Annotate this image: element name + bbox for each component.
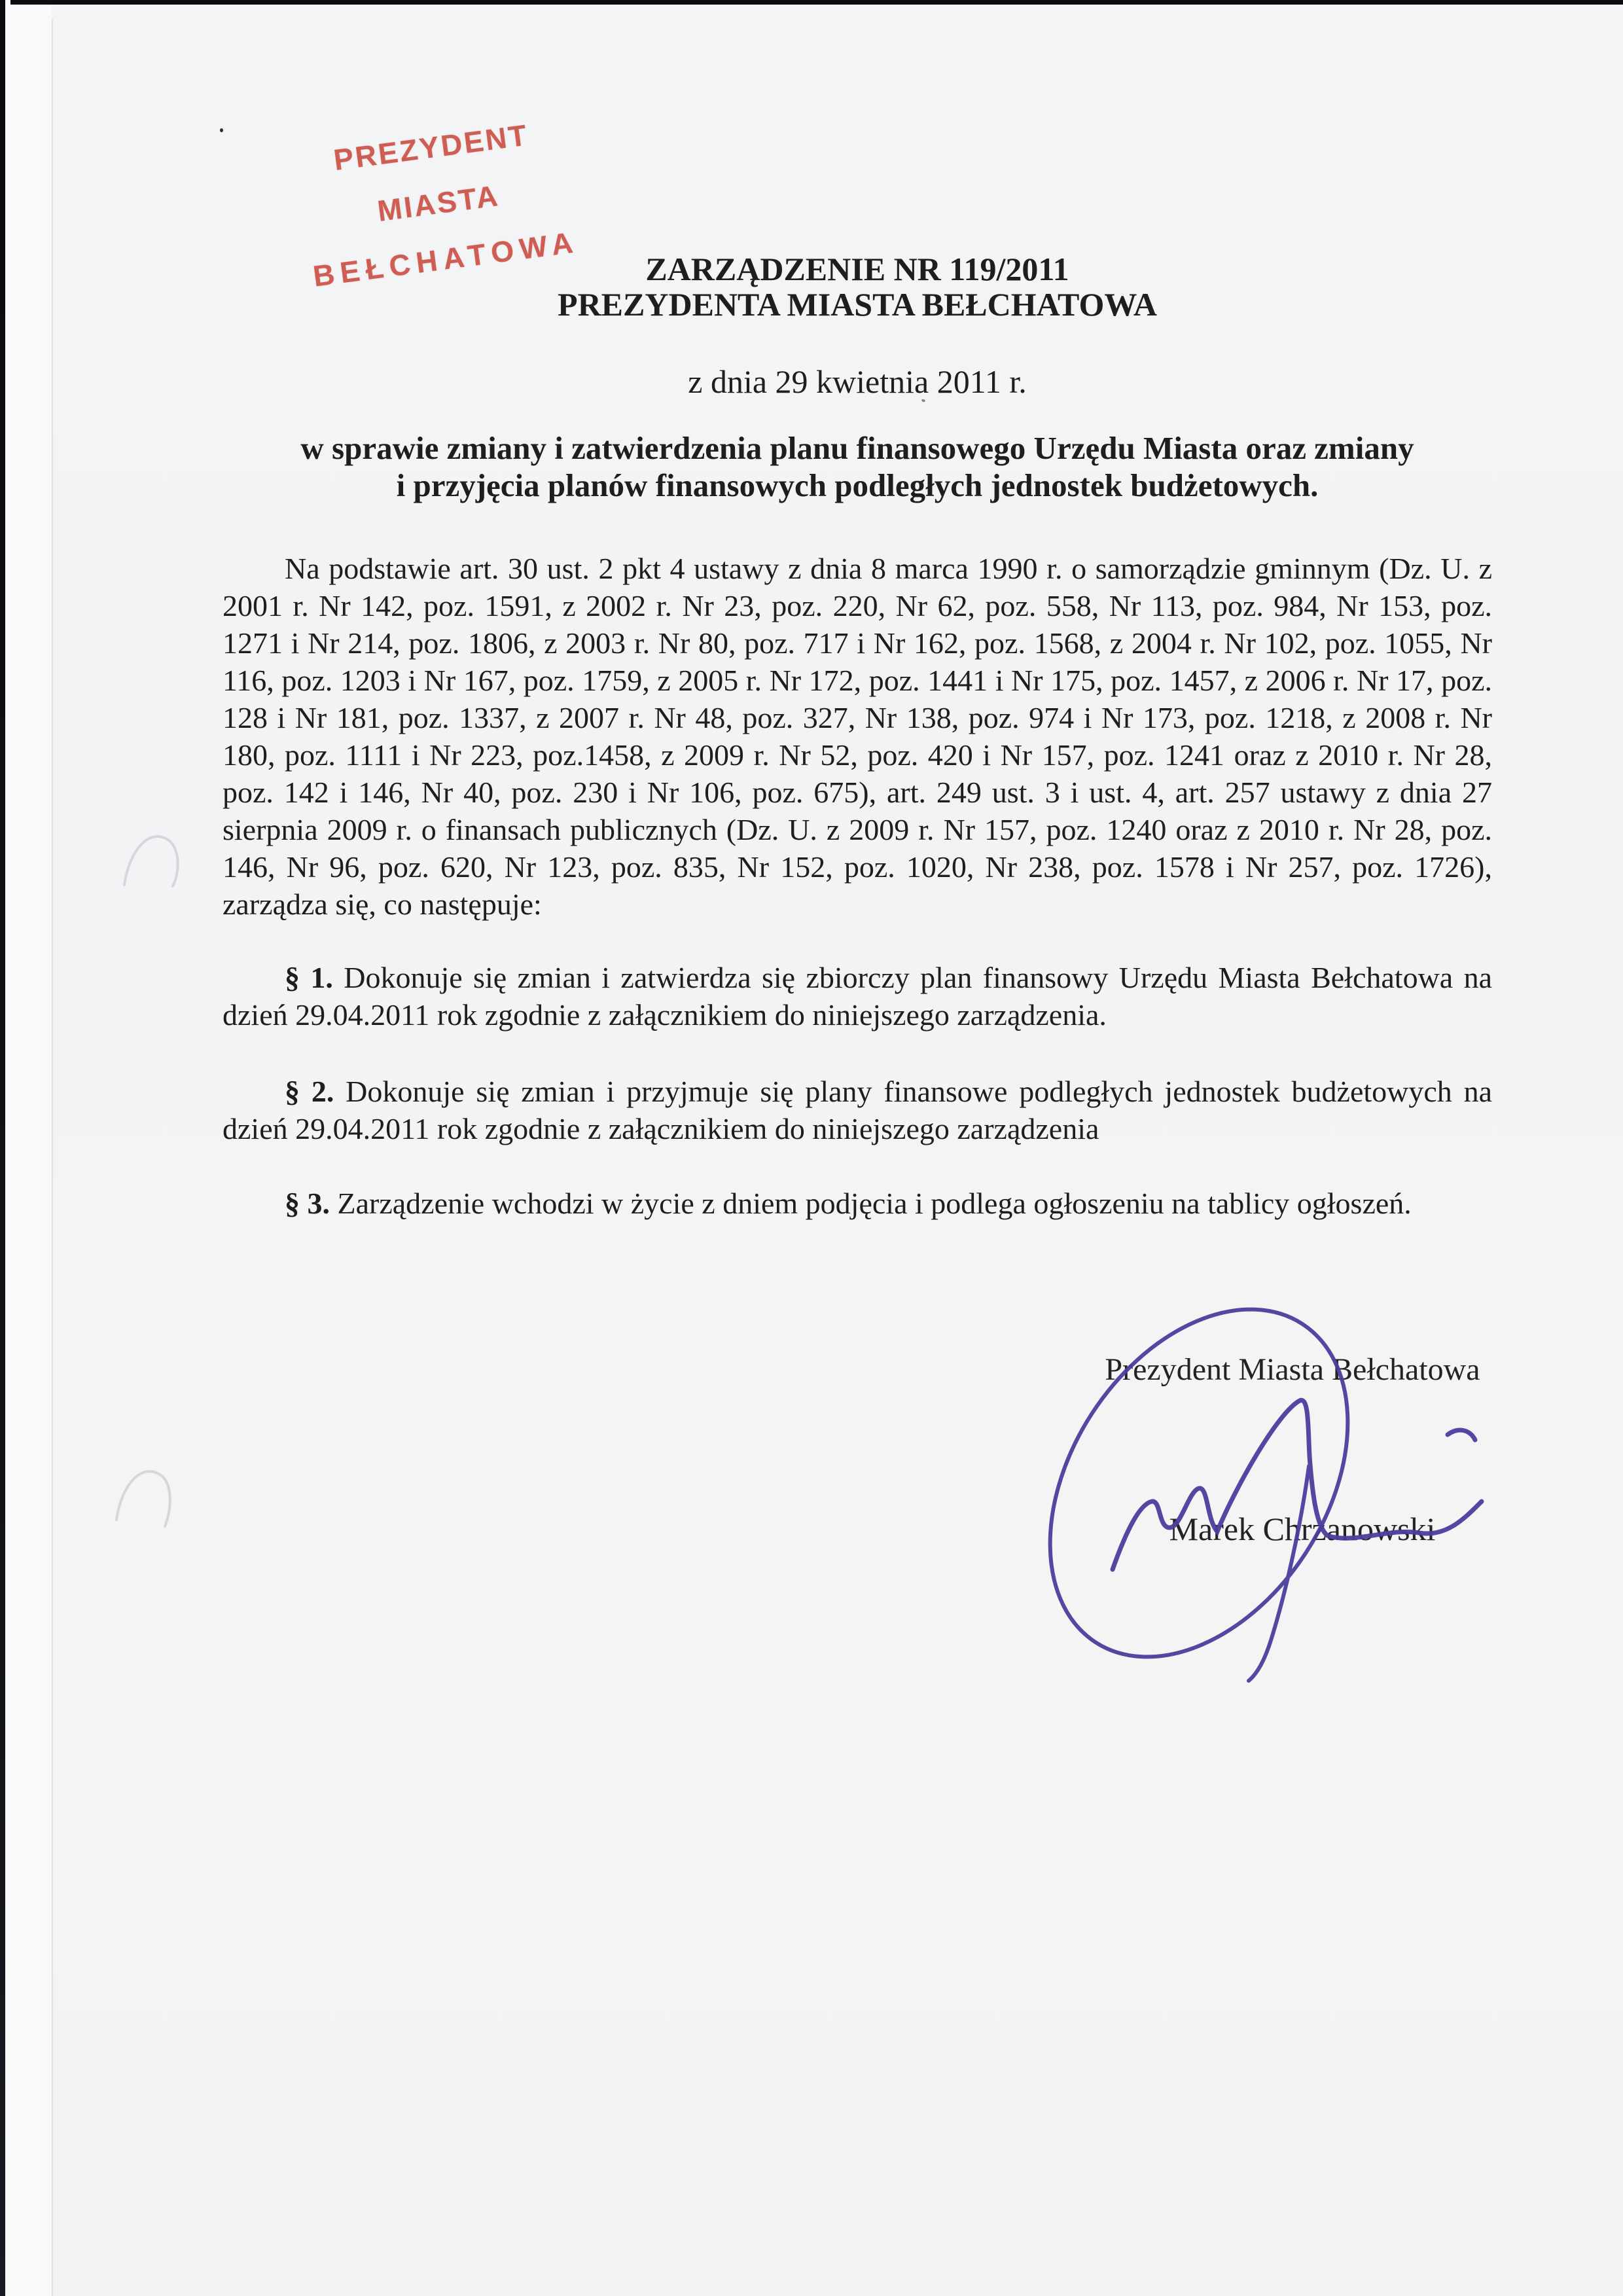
crease-mark-1 — [124, 836, 178, 886]
section-number: § 2. — [285, 1075, 334, 1108]
scan-left-gutter — [5, 0, 52, 2296]
section-paragraph-3 — [223, 1185, 1492, 1222]
ordinance-date: z dnia 29 kwietnia 2011 r. — [688, 363, 1027, 400]
section-paragraph-2 — [223, 1073, 1492, 1147]
section-number: § 3. — [285, 1187, 330, 1220]
signature-name: Marek Chrzanowski — [1169, 1511, 1436, 1547]
scan-edge-top — [10, 0, 1623, 5]
crease-mark-2 — [116, 1471, 170, 1526]
section-text: Dokonuje się zmian i zatwierdza się zbiorczy plan finansowy Urzędu Miasta Bełchatowa na dzień 29.04.2011 rok zgodnie z załącznikiem do niniejszego zarządzenia. — [223, 961, 1492, 1031]
ordinance-title-line-1: ZARZĄDZENIE NR 119/2011 — [645, 251, 1069, 287]
section-text: Dokonuje się zmian i przyjmuje się plany finansowe podległych jednostek budżetowych na dzień 29.04.2011 rok zgodnie z załącznikiem do niniejszego zarządzenia — [223, 1075, 1493, 1145]
ordinance-subject — [223, 429, 1492, 504]
section-paragraph-1 — [223, 959, 1492, 1033]
signature-descender — [1249, 1466, 1309, 1681]
scan-edge-left — [0, 0, 5, 2296]
section-number: § 1. — [285, 961, 333, 994]
document-body — [223, 251, 1492, 1222]
section-text: Zarządzenie wchodzi w życie z dniem podjęcia i podlega ogłoszeniu na tablicy ogłoszeń. — [337, 1187, 1412, 1220]
subject-line-2: i przyjęcia planów finansowych podległych jednostek budżetowych. — [396, 467, 1319, 503]
subject-line-1: w sprawie zmiany i zatwierdzenia planu finansowego Urzędu Miasta oraz zmiany — [300, 430, 1414, 466]
signature-hook — [1448, 1430, 1475, 1440]
ordinance-title-line-2: PREZYDENTA MIASTA BEŁCHATOWA — [558, 286, 1157, 323]
stamp-line-2: BEŁCHATOWA — [311, 224, 580, 293]
scan-speck — [220, 128, 223, 132]
stamp-line-1: PREZYDENT MIASTA — [331, 118, 531, 228]
paper-edge-shadow — [52, 20, 53, 2296]
signature-loop — [989, 1255, 1410, 1712]
legal-preamble: Na podstawie art. 30 ust. 2 pkt 4 ustawy z dnia 8 marca 1990 r. o samorządzie gminnym (Dz. U. z 2001 r. Nr 142, poz. 1591, z 2002 r. Nr 23, poz. 220, Nr 62, poz. 558, Nr 113, poz. 984, Nr 153, poz. 1271 i Nr 214, poz. 1806, z 2003 r. Nr 80, poz. 717 i Nr 162, poz. 1568, z 2004 r. Nr 102, poz. 1055, Nr 116, poz. 1203 i Nr 167, poz. 1759, z 2005 r. Nr 172, poz. 1441 i Nr 175, poz. 1457, z 2006 r. Nr 17, poz. 128 i Nr 181, poz. 1337, z 2007 r. Nr 48, poz. 327, Nr 138, poz. 974 i Nr 173, poz. 1218, z 2008 r. Nr 180, poz. 1111 i Nr 223, poz.1458, z 2009 r. Nr 52, poz. 420 i Nr 157, poz. 1241 oraz z 2010 r. Nr 28, poz. 142 i 146, Nr 40, poz. 230 i Nr 106, poz. 675), art. 249 ust. 3 i ust. 4, art. 257 ustawy z dnia 27 sierpnia 2009 r. o finansach publicznych (Dz. U. z 2009 r. Nr 157, poz. 1240 oraz z 2010 r. Nr 28, poz. 146, Nr 96, poz. 620, Nr 123, poz. 835, Nr 152, poz. 1020, Nr 238, poz. 1578 i Nr 257, poz. 1726), zarządza się, co następuje: — [223, 552, 1492, 921]
signature-title: Prezydent Miasta Bełchatowa — [1105, 1352, 1480, 1387]
